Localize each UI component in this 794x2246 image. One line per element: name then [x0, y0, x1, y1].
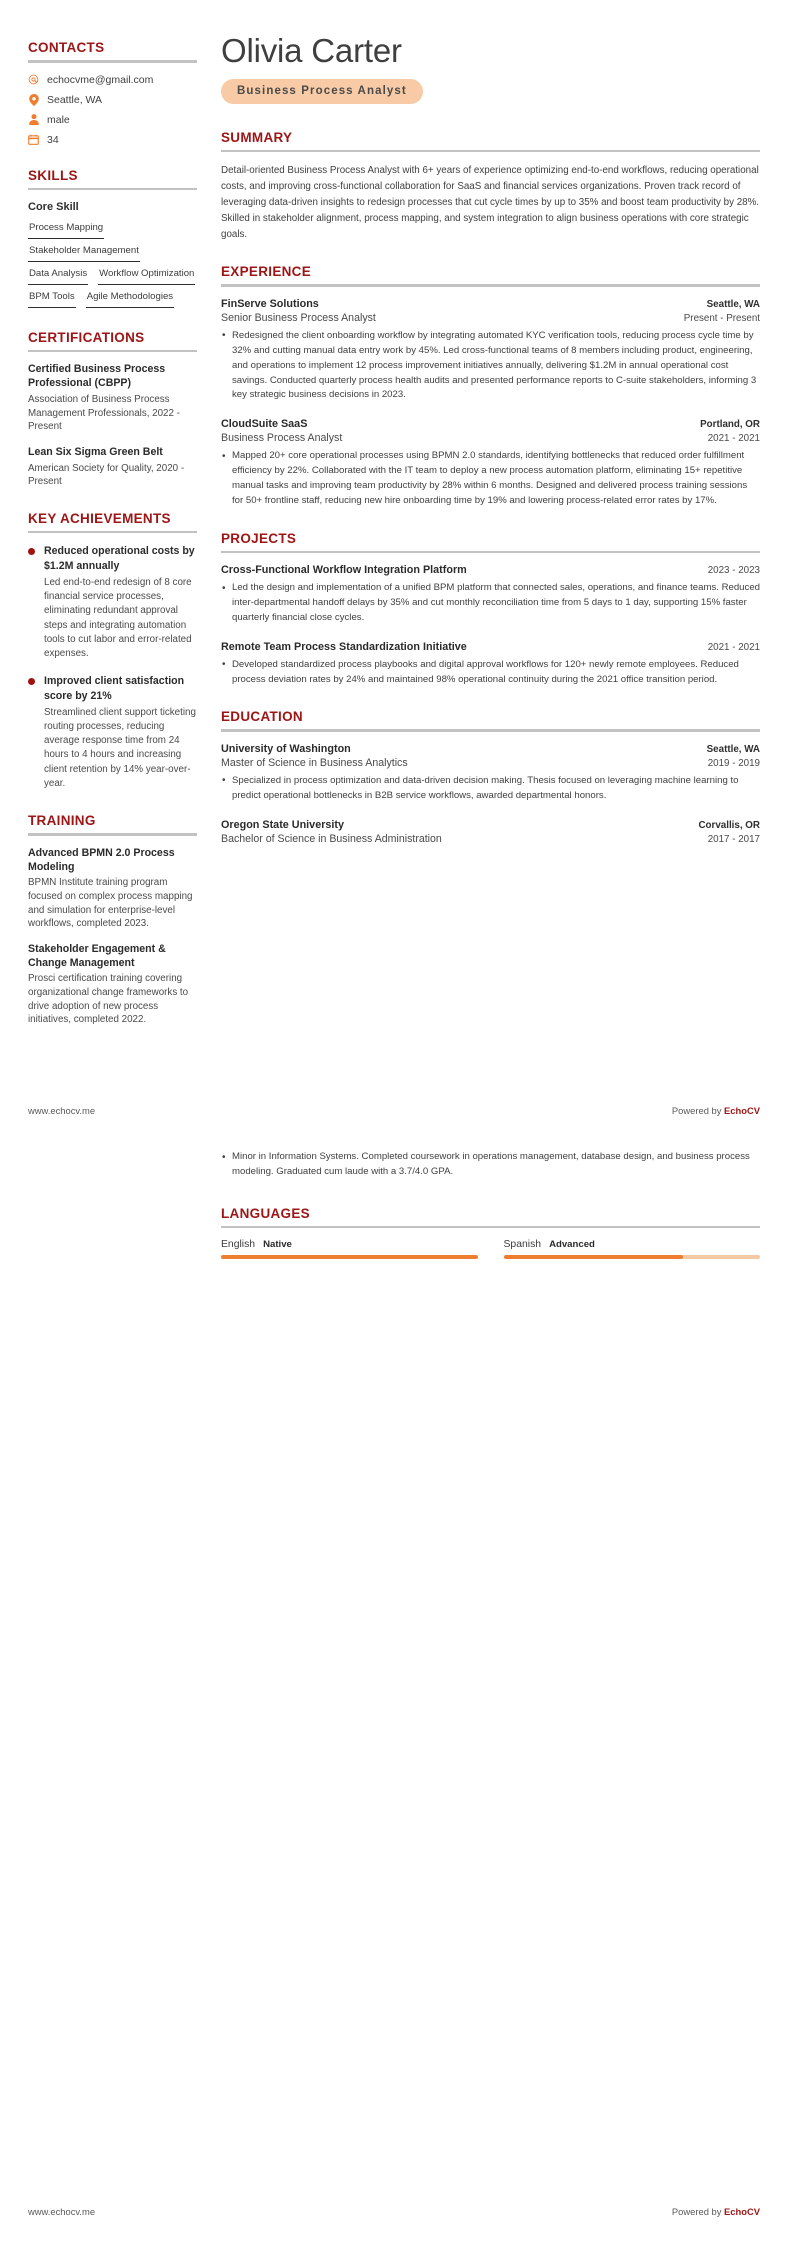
achievement-title: Improved client satisfaction score by 21%	[44, 675, 185, 702]
certification-item	[28, 363, 197, 433]
project-bullet: • Led the design and implementation of a unified BPM platform that connected sales, operations, and finance teams. Reduced inter-departmental handoff delays by 35% and cut monthly reconciliation time from 5 days to 1 day, supporting 15% faster quarterly financial close cycles.	[221, 581, 760, 626]
language-name: English	[221, 1239, 256, 1251]
language-proficiency-bar	[221, 1255, 478, 1258]
training-description: Prosci certification training covering organizational change frameworks to drive adoption of new process initiatives, completed 2022.	[28, 973, 189, 1026]
language-level: Native	[263, 1239, 292, 1251]
page-title: Olivia Carter	[221, 32, 402, 69]
certification-title: Certified Business Process Professional (CBPP)	[28, 363, 166, 390]
footer-brand-prefix: Powered by	[671, 1105, 725, 1116]
project-name: Remote Team Process Standardization Initiative	[221, 640, 467, 653]
project-entry	[221, 641, 760, 688]
section-divider	[221, 551, 760, 554]
footer-brand	[672, 1105, 760, 1116]
certifications-heading: CERTIFICATIONS	[28, 329, 145, 345]
education-bullet: • Specialized in process optimization and data-driven decision making. Thesis focused on leveraging machine learning to predict operational bottlenecks in B2B service workflows, awarded departmental honors.	[221, 774, 760, 804]
footer-brand-prefix: Powered by	[671, 2206, 725, 2217]
project-entry-top	[221, 564, 760, 576]
skills-heading: SKILLS	[28, 167, 78, 183]
project-bullets	[221, 581, 760, 626]
certification-issuer: American Society for Quality, 2020 - Present	[28, 462, 185, 488]
language-item	[504, 1239, 761, 1258]
section-divider	[221, 1226, 760, 1229]
skill-chip: Agile Methodologies	[86, 289, 174, 308]
section-divider	[221, 729, 760, 732]
experience-bullet: • Mapped 20+ core operational processes using BPMN 2.0 standards, identifying bottlenecks that reduced order fulfillment efficiency by 22%. Collaborated with the IT team to deploy a new process automation platform, eliminating 15+ repetitive manual tasks and improving team productivity by 28% within 6 months. Designed and delivered process training sessions for 50+ frontline staff, reducing new hire onboarding time by 19% and lowering process-related error rates by 17%.	[221, 449, 760, 508]
skill-chip: BPM Tools	[28, 289, 76, 308]
achievement-body	[44, 674, 197, 791]
achievement-text: Streamlined client support ticketing routing processes, reducing average response time from 24 hours to 4 hours and increasing client retention by 14% year-over-year.	[44, 706, 196, 789]
contact-age	[28, 134, 197, 146]
certifications-section	[28, 330, 197, 489]
school-location: Seattle, WA	[706, 743, 760, 755]
contact-email-value: echocvme@gmail.com	[47, 73, 154, 86]
footer-brand-name: EchoCV	[724, 1105, 760, 1116]
training-title: Advanced BPMN 2.0 Process Modeling	[28, 846, 175, 873]
contact-age-value: 34	[47, 133, 59, 146]
experience-section	[221, 264, 760, 508]
training-section	[28, 813, 197, 1027]
degree-dates: 2019 - 2019	[707, 757, 760, 769]
contact-gender-value: male	[47, 113, 70, 126]
achievement-title: Reduced operational costs by $1.2M annually	[44, 545, 195, 572]
school-name: University of Washington	[221, 742, 351, 755]
certification-title: Lean Six Sigma Green Belt	[28, 445, 163, 458]
key-achievements-section	[28, 511, 197, 791]
education-section	[221, 709, 760, 844]
section-divider	[28, 60, 197, 63]
project-bullets	[221, 658, 760, 688]
page-footer	[0, 2206, 794, 2217]
experience-entry-sub	[221, 432, 760, 444]
school-location: Corvallis, OR	[698, 819, 760, 831]
training-description: BPMN Institute training program focused on complex process mapping and simulation for enterprise-level workflows, completed 2023.	[28, 877, 193, 930]
project-dates: 2023 - 2023	[707, 565, 760, 577]
project-entry	[221, 564, 760, 626]
education-bullets-continued	[221, 1150, 760, 1180]
person-icon	[28, 114, 39, 125]
language-name: Spanish	[503, 1239, 542, 1251]
employer-name: FinServe Solutions	[221, 297, 319, 310]
education-entry	[221, 819, 760, 845]
summary-section	[221, 130, 760, 243]
section-divider	[28, 350, 197, 353]
language-item	[221, 1239, 478, 1258]
skill-chip: Process Mapping	[28, 220, 104, 239]
projects-section	[221, 531, 760, 688]
page-1-columns	[0, 0, 794, 1049]
section-divider	[28, 188, 197, 191]
section-divider	[28, 833, 197, 836]
summary-text: Detail-oriented Business Process Analyst with 6+ years of experience optimizing end-to-end workflows, reducing operational costs, and improving cross-functional collaboration for SaaS and financial services organizations. Proven track record of leveraging data-driven insights to redesign processes that cut cycle times by up to 35% and boost team productivity by 28%. Skilled in stakeholder alignment, process mapping, and system integration to align business operations with core strategic goals.	[221, 165, 760, 240]
degree-name: Master of Science in Business Analytics	[221, 756, 408, 769]
languages-section	[221, 1206, 760, 1259]
experience-entry-top	[221, 418, 760, 430]
role-badge: Business Process Analyst	[221, 79, 423, 104]
achievement-item	[28, 544, 197, 661]
project-bullet: • Developed standardized process playbooks and digital approval workflows for 120+ newly remote employees. Reduced process deviation rates by 24% and maintained 98% operational continuity during the 2021 office transition period.	[221, 658, 760, 688]
job-title: Business Process Analyst	[221, 432, 343, 445]
contact-email[interactable]	[28, 74, 197, 86]
resume-header	[221, 34, 760, 104]
contact-location-value: Seattle, WA	[47, 93, 103, 106]
job-title: Senior Business Process Analyst	[221, 311, 376, 324]
calendar-icon	[28, 134, 39, 145]
experience-heading: EXPERIENCE	[221, 264, 312, 280]
education-entry	[221, 743, 760, 804]
skills-section	[28, 168, 197, 308]
training-title: Stakeholder Engagement & Change Management	[28, 942, 166, 969]
language-header	[504, 1239, 761, 1250]
experience-entry	[221, 418, 760, 508]
page-2-columns	[0, 1150, 794, 1281]
summary-heading: SUMMARY	[221, 129, 293, 145]
achievement-body	[44, 544, 197, 661]
skill-chip: Data Analysis	[28, 266, 88, 285]
footer-brand	[672, 2206, 760, 2217]
contacts-section	[28, 40, 197, 146]
education-entry-sub	[221, 833, 760, 845]
school-name: Oregon State University	[221, 818, 344, 831]
experience-bullets	[221, 329, 760, 403]
sidebar-continued	[0, 1150, 215, 1281]
achievement-item	[28, 674, 197, 791]
section-divider	[221, 150, 760, 153]
project-dates: 2021 - 2021	[707, 641, 760, 653]
job-dates: 2021 - 2021	[707, 433, 760, 445]
footer-site-url[interactable]: www.echocv.me	[28, 1105, 96, 1116]
certification-issuer: Association of Business Process Management Professionals, 2022 - Present	[28, 394, 180, 433]
skill-group-name: Core Skill	[28, 201, 79, 213]
key-achievements-heading: KEY ACHIEVEMENTS	[28, 510, 171, 526]
skill-chip-list	[28, 220, 197, 308]
projects-heading: PROJECTS	[221, 530, 297, 546]
sidebar	[0, 0, 215, 1049]
job-dates: Present - Present	[683, 312, 760, 324]
education-bullet: • Minor in Information Systems. Completed coursework in operations management, database design, and business process modeling. Graduated cum laude with a 3.7/4.0 GPA.	[221, 1150, 760, 1180]
training-item	[28, 943, 197, 1027]
language-header	[221, 1239, 478, 1250]
section-divider	[221, 284, 760, 287]
achievement-text: Led end-to-end redesign of 8 core financial service processes, eliminating redundant approval steps and integrating automation tools to cut labor and error-related expenses.	[44, 577, 192, 660]
section-divider	[28, 531, 197, 534]
education-entry-top	[221, 819, 760, 831]
experience-entry-sub	[221, 312, 760, 324]
language-list	[221, 1239, 760, 1258]
employer-name: CloudSuite SaaS	[221, 418, 308, 431]
education-entry-top	[221, 743, 760, 755]
training-heading: TRAINING	[28, 813, 96, 829]
degree-dates: 2017 - 2017	[707, 833, 760, 845]
contact-location	[28, 94, 197, 106]
education-bullets	[221, 774, 760, 804]
certification-item	[28, 446, 197, 489]
bullet-dot-icon	[28, 678, 35, 685]
languages-heading: LANGUAGES	[221, 1205, 310, 1221]
degree-name: Bachelor of Science in Business Administration	[221, 832, 442, 845]
education-entry-sub	[221, 757, 760, 769]
training-item	[28, 847, 197, 931]
footer-brand-name: EchoCV	[724, 2206, 760, 2217]
bullet-dot-icon	[28, 548, 35, 555]
skill-chip: Workflow Optimization	[98, 266, 195, 285]
main-content-continued	[215, 1150, 794, 1281]
experience-entry	[221, 298, 760, 403]
experience-bullet: • Redesigned the client onboarding workflow by integrating automated KYC verification tools, reducing process cycle time by 32% and cutting manual data entry work by 45%. Led cross-functional teams of 8 members including product, engineering, and operations to implement 12 process improvement initiatives annually, delivering $1.2M in annual operational cost savings. Conducted quarterly process health audits and presented performance reports to C-suite stakeholders, informing 3 key strategic business decisions in 2023.	[221, 329, 760, 403]
employer-location: Portland, OR	[700, 419, 760, 431]
at-icon	[28, 74, 39, 85]
language-level: Advanced	[549, 1239, 595, 1251]
experience-entry-top	[221, 298, 760, 310]
education-heading: EDUCATION	[221, 709, 303, 725]
contact-gender	[28, 114, 197, 126]
contacts-heading: CONTACTS	[28, 40, 105, 55]
experience-bullets	[221, 449, 760, 508]
location-pin-icon	[28, 94, 39, 105]
footer-site-url[interactable]: www.echocv.me	[28, 2206, 96, 2217]
skill-chip: Stakeholder Management	[28, 243, 140, 262]
main-content	[215, 0, 794, 867]
language-proficiency-bar	[504, 1255, 761, 1258]
page-footer	[0, 1105, 794, 1116]
employer-location: Seattle, WA	[706, 298, 760, 310]
project-name: Cross-Functional Workflow Integration Platform	[221, 564, 467, 577]
project-entry-top	[221, 641, 760, 653]
